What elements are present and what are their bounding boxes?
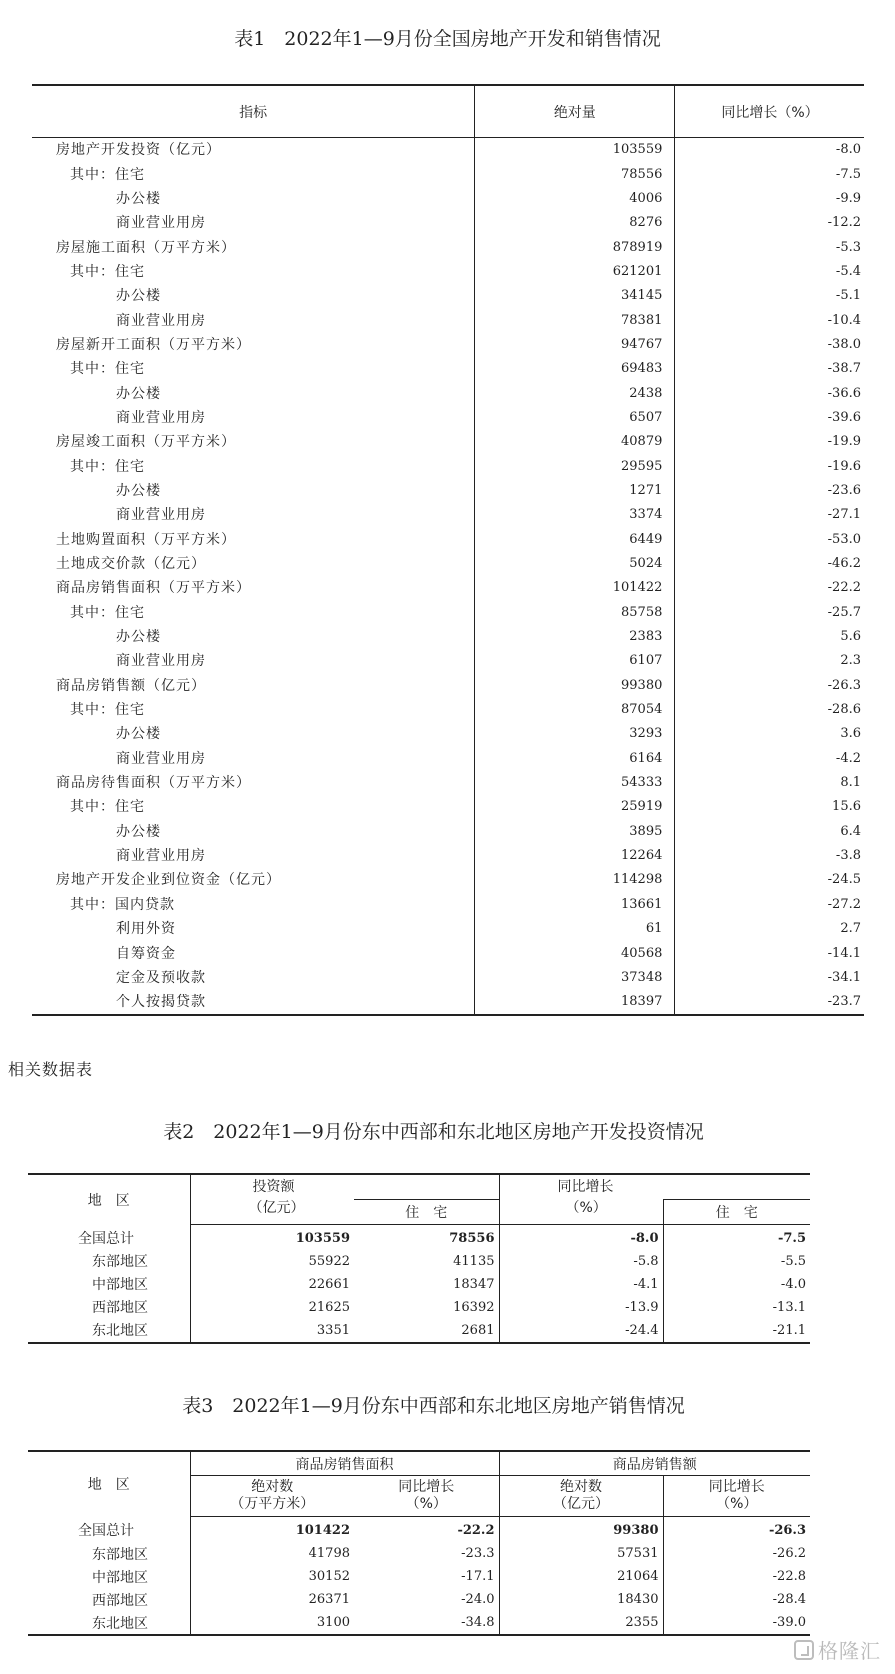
row-yoy: 5.6 xyxy=(840,629,861,645)
row-indicator: 其中：住宅 xyxy=(32,260,475,284)
row-yoy: -19.9 xyxy=(827,434,861,450)
row-absolute: 2438 xyxy=(475,381,675,405)
row-sales-area: 41798 xyxy=(308,1546,350,1561)
row-absolute: 878919 xyxy=(475,235,675,259)
row-sales-area-yoy: -24.0 xyxy=(354,1588,499,1611)
t3-header-area-group: 商品房销售面积 xyxy=(190,1451,499,1476)
row-indicator: 商品房销售额（亿元） xyxy=(32,674,475,698)
row-indicator: 房地产开发投资（亿元） xyxy=(32,138,475,163)
row-yoy-residential: -21.1 xyxy=(663,1319,810,1343)
row-absolute: 2383 xyxy=(475,625,675,649)
row-region: 中部地区 xyxy=(28,1565,190,1588)
row-indicator: 商业营业用房 xyxy=(32,211,475,235)
t3-amount-yoy-unit: （%） xyxy=(716,1496,758,1512)
table1-row xyxy=(32,284,864,308)
row-yoy: -27.2 xyxy=(827,896,861,912)
row-absolute: 114298 xyxy=(475,868,675,892)
row-yoy: -46.2 xyxy=(827,556,861,572)
row-yoy: -5.1 xyxy=(835,288,861,304)
row-indicator: 商业营业用房 xyxy=(32,844,475,868)
table1-row xyxy=(32,333,864,357)
t2-header-yoy xyxy=(499,1174,810,1200)
row-sales-area: 26371 xyxy=(308,1592,350,1607)
row-yoy: -34.1 xyxy=(827,969,861,985)
row-yoy: 6.4 xyxy=(840,823,861,839)
table1-row xyxy=(32,357,864,381)
row-region: 全国总计 xyxy=(28,1517,190,1543)
table1-row xyxy=(32,138,864,163)
table1-row xyxy=(32,820,864,844)
row-indicator: 办公楼 xyxy=(32,820,475,844)
row-absolute: 78381 xyxy=(475,308,675,332)
row-yoy: -8.0 xyxy=(835,142,861,158)
row-indicator: 房屋施工面积（万平方米） xyxy=(32,235,475,259)
row-yoy: -26.3 xyxy=(827,677,861,693)
row-sales-amount: 99380 xyxy=(613,1523,659,1538)
row-indicator: 办公楼 xyxy=(32,381,475,405)
table3-row xyxy=(28,1542,810,1565)
t3-area-yoy-label: 同比增长 xyxy=(398,1479,455,1495)
row-yoy: -5.4 xyxy=(835,263,861,279)
table1-row xyxy=(32,308,864,332)
row-absolute: 34145 xyxy=(475,284,675,308)
row-sales-area-yoy: -34.8 xyxy=(354,1611,499,1635)
t3-area-unit: （万平方米） xyxy=(230,1496,315,1512)
row-yoy: 15.6 xyxy=(832,799,861,815)
table1-row xyxy=(32,649,864,673)
row-yoy-residential: -13.1 xyxy=(663,1296,810,1319)
row-yoy: -14.1 xyxy=(827,945,861,961)
row-region: 东部地区 xyxy=(28,1250,190,1273)
row-yoy: -10.4 xyxy=(827,312,861,328)
watermark-text: 格隆汇 xyxy=(818,1639,881,1663)
row-indicator: 商品房销售面积（万平方米） xyxy=(32,576,475,600)
table1-row xyxy=(32,479,864,503)
row-sales-area-yoy: -17.1 xyxy=(354,1565,499,1588)
row-sales-area: 30152 xyxy=(308,1569,350,1584)
row-indicator: 商品房待售面积（万平方米） xyxy=(32,771,475,795)
row-investment-residential: 41135 xyxy=(354,1250,499,1273)
table1-title: 表1 2022年1—9月份全国房地产开发和销售情况 xyxy=(234,28,661,50)
t2-header-investment-unit: （亿元） xyxy=(190,1200,354,1225)
row-indicator: 办公楼 xyxy=(32,722,475,746)
row-investment: 55922 xyxy=(308,1253,350,1269)
row-absolute: 4006 xyxy=(475,187,675,211)
row-yoy: -5.3 xyxy=(835,239,861,255)
row-indicator: 其中：住宅 xyxy=(32,357,475,381)
table3-row xyxy=(28,1517,810,1543)
t3-header-area-yoy xyxy=(354,1476,499,1517)
t3-header-amount-group: 商品房销售额 xyxy=(499,1451,810,1476)
table3 xyxy=(28,1450,810,1636)
row-yoy: -23.6 xyxy=(827,482,861,498)
row-absolute: 54333 xyxy=(475,771,675,795)
table1-row xyxy=(32,893,864,917)
table1-row xyxy=(32,576,864,600)
table1-row xyxy=(32,966,864,990)
row-sales-area-yoy: -23.3 xyxy=(354,1542,499,1565)
table2 xyxy=(28,1173,810,1344)
row-region: 东部地区 xyxy=(28,1542,190,1565)
table1-row xyxy=(32,187,864,211)
row-absolute: 37348 xyxy=(475,966,675,990)
row-indicator: 商业营业用房 xyxy=(32,406,475,430)
table1-header-row xyxy=(32,85,864,138)
row-investment: 3351 xyxy=(190,1319,354,1343)
table1-body xyxy=(32,138,864,1016)
row-region: 西部地区 xyxy=(28,1588,190,1611)
table1-row xyxy=(32,381,864,405)
t3-amount-yoy-label: 同比增长 xyxy=(708,1479,765,1495)
table1-row xyxy=(32,771,864,795)
row-indicator: 其中：国内贷款 xyxy=(32,893,475,917)
row-yoy: 3.6 xyxy=(840,726,861,742)
table1-row xyxy=(32,235,864,259)
row-yoy: -12.2 xyxy=(827,215,861,231)
table1-row xyxy=(32,162,864,186)
row-absolute: 101422 xyxy=(475,576,675,600)
row-yoy: -28.6 xyxy=(827,702,861,718)
row-indicator: 其中：住宅 xyxy=(32,601,475,625)
row-indicator: 办公楼 xyxy=(32,479,475,503)
row-absolute: 13661 xyxy=(475,893,675,917)
table1-row xyxy=(32,698,864,722)
row-yoy: -39.6 xyxy=(827,409,861,425)
row-yoy: 8.1 xyxy=(840,775,861,791)
row-sales-amount-yoy: -39.0 xyxy=(663,1611,810,1635)
row-absolute: 94767 xyxy=(475,333,675,357)
t3-header-region: 地 区 xyxy=(28,1451,190,1517)
header-yoy: 同比增长（%） xyxy=(675,85,864,138)
t2-header-yoy-unit: （%） xyxy=(499,1200,663,1225)
table1-row xyxy=(32,503,864,527)
table2-row xyxy=(28,1273,810,1296)
row-yoy: -53.0 xyxy=(827,531,861,547)
row-yoy: 2.7 xyxy=(840,921,861,937)
row-absolute: 6107 xyxy=(475,649,675,673)
table1-row xyxy=(32,552,864,576)
row-yoy: -5.8 xyxy=(633,1253,659,1269)
row-absolute: 1271 xyxy=(475,479,675,503)
row-indicator: 定金及预收款 xyxy=(32,966,475,990)
table1-row xyxy=(32,674,864,698)
row-sales-area: 101422 xyxy=(295,1523,350,1538)
row-absolute: 6164 xyxy=(475,747,675,771)
row-sales-area: 3100 xyxy=(190,1611,354,1635)
row-absolute: 3374 xyxy=(475,503,675,527)
t2-header-yoy-label: 同比增长 xyxy=(557,1179,614,1195)
table2-body xyxy=(28,1224,810,1343)
table1-row xyxy=(32,941,864,965)
row-indicator: 办公楼 xyxy=(32,187,475,211)
row-investment: 103559 xyxy=(295,1230,350,1246)
row-yoy: -24.5 xyxy=(827,872,861,888)
row-indicator: 个人按揭贷款 xyxy=(32,990,475,1015)
row-indicator: 房屋竣工面积（万平方米） xyxy=(32,430,475,454)
row-absolute: 103559 xyxy=(475,138,675,163)
row-sales-amount: 21064 xyxy=(617,1569,659,1584)
table2-row xyxy=(28,1224,810,1250)
table1-row xyxy=(32,868,864,892)
t2-header-investment-label: 投资额 xyxy=(252,1179,295,1195)
row-indicator: 利用外资 xyxy=(32,917,475,941)
row-yoy-residential: -5.5 xyxy=(663,1250,810,1273)
row-region: 中部地区 xyxy=(28,1273,190,1296)
row-yoy-residential: -7.5 xyxy=(663,1224,810,1250)
row-indicator: 房屋新开工面积（万平方米） xyxy=(32,333,475,357)
row-indicator: 办公楼 xyxy=(32,625,475,649)
row-indicator: 办公楼 xyxy=(32,284,475,308)
row-indicator: 商业营业用房 xyxy=(32,649,475,673)
row-sales-amount-yoy: -28.4 xyxy=(663,1588,810,1611)
table2-row xyxy=(28,1296,810,1319)
t2-header-residential: 住 宅 xyxy=(354,1200,499,1225)
row-absolute: 8276 xyxy=(475,211,675,235)
header-indicator: 指标 xyxy=(32,85,475,138)
row-yoy-residential: -4.0 xyxy=(663,1273,810,1296)
table1-row xyxy=(32,795,864,819)
t2-header-region: 地 区 xyxy=(28,1174,190,1224)
row-absolute: 85758 xyxy=(475,601,675,625)
row-yoy: 2.3 xyxy=(840,653,861,669)
row-region: 东北地区 xyxy=(28,1611,190,1635)
table1 xyxy=(32,84,864,1016)
row-yoy: -9.9 xyxy=(835,190,861,206)
gelonghui-logo-icon xyxy=(794,1640,814,1660)
related-tables-label: 相关数据表 xyxy=(8,1060,94,1079)
table1-row xyxy=(32,430,864,454)
table1-row xyxy=(32,211,864,235)
row-yoy: -27.1 xyxy=(827,507,861,523)
row-sales-amount-yoy: -22.8 xyxy=(663,1565,810,1588)
row-indicator: 土地成交价款（亿元） xyxy=(32,552,475,576)
row-indicator: 其中：住宅 xyxy=(32,698,475,722)
table2-title: 表2 2022年1—9月份东中西部和东北地区房地产开发投资情况 xyxy=(163,1121,704,1143)
table3-row xyxy=(28,1611,810,1635)
watermark xyxy=(794,1635,881,1664)
table3-body xyxy=(28,1517,810,1636)
t2-header-investment xyxy=(190,1174,499,1200)
row-investment-residential: 78556 xyxy=(354,1224,499,1250)
row-region: 全国总计 xyxy=(28,1224,190,1250)
table1-row xyxy=(32,844,864,868)
row-indicator: 商业营业用房 xyxy=(32,308,475,332)
row-yoy: -8.0 xyxy=(630,1230,659,1246)
row-yoy: -3.8 xyxy=(835,848,861,864)
row-absolute: 6449 xyxy=(475,528,675,552)
row-absolute: 40568 xyxy=(475,941,675,965)
row-region: 东北地区 xyxy=(28,1319,190,1343)
t3-header-amount-yoy xyxy=(663,1476,810,1517)
row-sales-amount: 57531 xyxy=(617,1546,659,1561)
row-absolute: 87054 xyxy=(475,698,675,722)
table3-title: 表3 2022年1—9月份东中西部和东北地区房地产销售情况 xyxy=(182,1395,685,1417)
row-absolute: 25919 xyxy=(475,795,675,819)
row-investment-residential: 18347 xyxy=(354,1273,499,1296)
row-yoy: -19.6 xyxy=(827,458,861,474)
table2-row xyxy=(28,1319,810,1343)
row-investment: 21625 xyxy=(308,1299,350,1315)
row-absolute: 12264 xyxy=(475,844,675,868)
table1-row xyxy=(32,260,864,284)
row-absolute: 18397 xyxy=(475,990,675,1015)
row-absolute: 3293 xyxy=(475,722,675,746)
row-yoy: -7.5 xyxy=(835,166,861,182)
row-absolute: 99380 xyxy=(475,674,675,698)
header-absolute: 绝对量 xyxy=(475,85,675,138)
t3-amount-unit: （亿元） xyxy=(553,1496,609,1512)
row-yoy: -13.9 xyxy=(625,1299,659,1315)
table1-row xyxy=(32,454,864,478)
row-indicator: 其中：住宅 xyxy=(32,162,475,186)
row-absolute: 29595 xyxy=(475,454,675,478)
row-indicator: 其中：住宅 xyxy=(32,795,475,819)
t3-amount-abs-label: 绝对数 xyxy=(560,1479,602,1495)
t3-area-abs-label: 绝对数 xyxy=(251,1479,294,1495)
t2-header-yoy-residential: 住 宅 xyxy=(663,1200,810,1225)
row-indicator: 商业营业用房 xyxy=(32,503,475,527)
row-absolute: 5024 xyxy=(475,552,675,576)
row-indicator: 自筹资金 xyxy=(32,941,475,965)
row-yoy: -24.4 xyxy=(499,1319,663,1343)
row-absolute: 61 xyxy=(475,917,675,941)
t3-header-amount-abs xyxy=(499,1476,663,1517)
table1-row xyxy=(32,722,864,746)
table1-row xyxy=(32,747,864,771)
row-yoy: -38.0 xyxy=(827,336,861,352)
row-sales-amount-yoy: -26.2 xyxy=(663,1542,810,1565)
row-sales-amount-yoy: -26.3 xyxy=(663,1517,810,1543)
row-sales-amount: 18430 xyxy=(617,1592,659,1607)
table3-row xyxy=(28,1588,810,1611)
row-absolute: 621201 xyxy=(475,260,675,284)
row-sales-area-yoy: -22.2 xyxy=(354,1517,499,1543)
row-absolute: 69483 xyxy=(475,357,675,381)
table1-row xyxy=(32,917,864,941)
row-indicator: 商业营业用房 xyxy=(32,747,475,771)
row-indicator: 其中：住宅 xyxy=(32,454,475,478)
row-indicator: 土地购置面积（万平方米） xyxy=(32,528,475,552)
row-investment-residential: 2681 xyxy=(354,1319,499,1343)
row-yoy: -22.2 xyxy=(827,580,861,596)
row-absolute: 6507 xyxy=(475,406,675,430)
row-yoy: -4.1 xyxy=(633,1276,659,1292)
row-yoy: -23.7 xyxy=(675,990,864,1015)
row-absolute: 78556 xyxy=(475,162,675,186)
row-yoy: -25.7 xyxy=(827,604,861,620)
row-yoy: -4.2 xyxy=(835,750,861,766)
row-yoy: -36.6 xyxy=(827,385,861,401)
table1-row xyxy=(32,625,864,649)
table1-row xyxy=(32,528,864,552)
row-investment: 22661 xyxy=(308,1276,350,1292)
row-indicator: 房地产开发企业到位资金（亿元） xyxy=(32,868,475,892)
t3-header-area-abs xyxy=(190,1476,354,1517)
row-investment-residential: 16392 xyxy=(354,1296,499,1319)
row-yoy: -38.7 xyxy=(827,361,861,377)
row-absolute: 3895 xyxy=(475,820,675,844)
table2-row xyxy=(28,1250,810,1273)
row-absolute: 40879 xyxy=(475,430,675,454)
t3-area-yoy-unit: （%） xyxy=(405,1496,447,1512)
table1-row xyxy=(32,601,864,625)
table1-row xyxy=(32,406,864,430)
row-sales-amount: 2355 xyxy=(499,1611,663,1635)
table1-row xyxy=(32,990,864,1015)
row-region: 西部地区 xyxy=(28,1296,190,1319)
table3-row xyxy=(28,1565,810,1588)
